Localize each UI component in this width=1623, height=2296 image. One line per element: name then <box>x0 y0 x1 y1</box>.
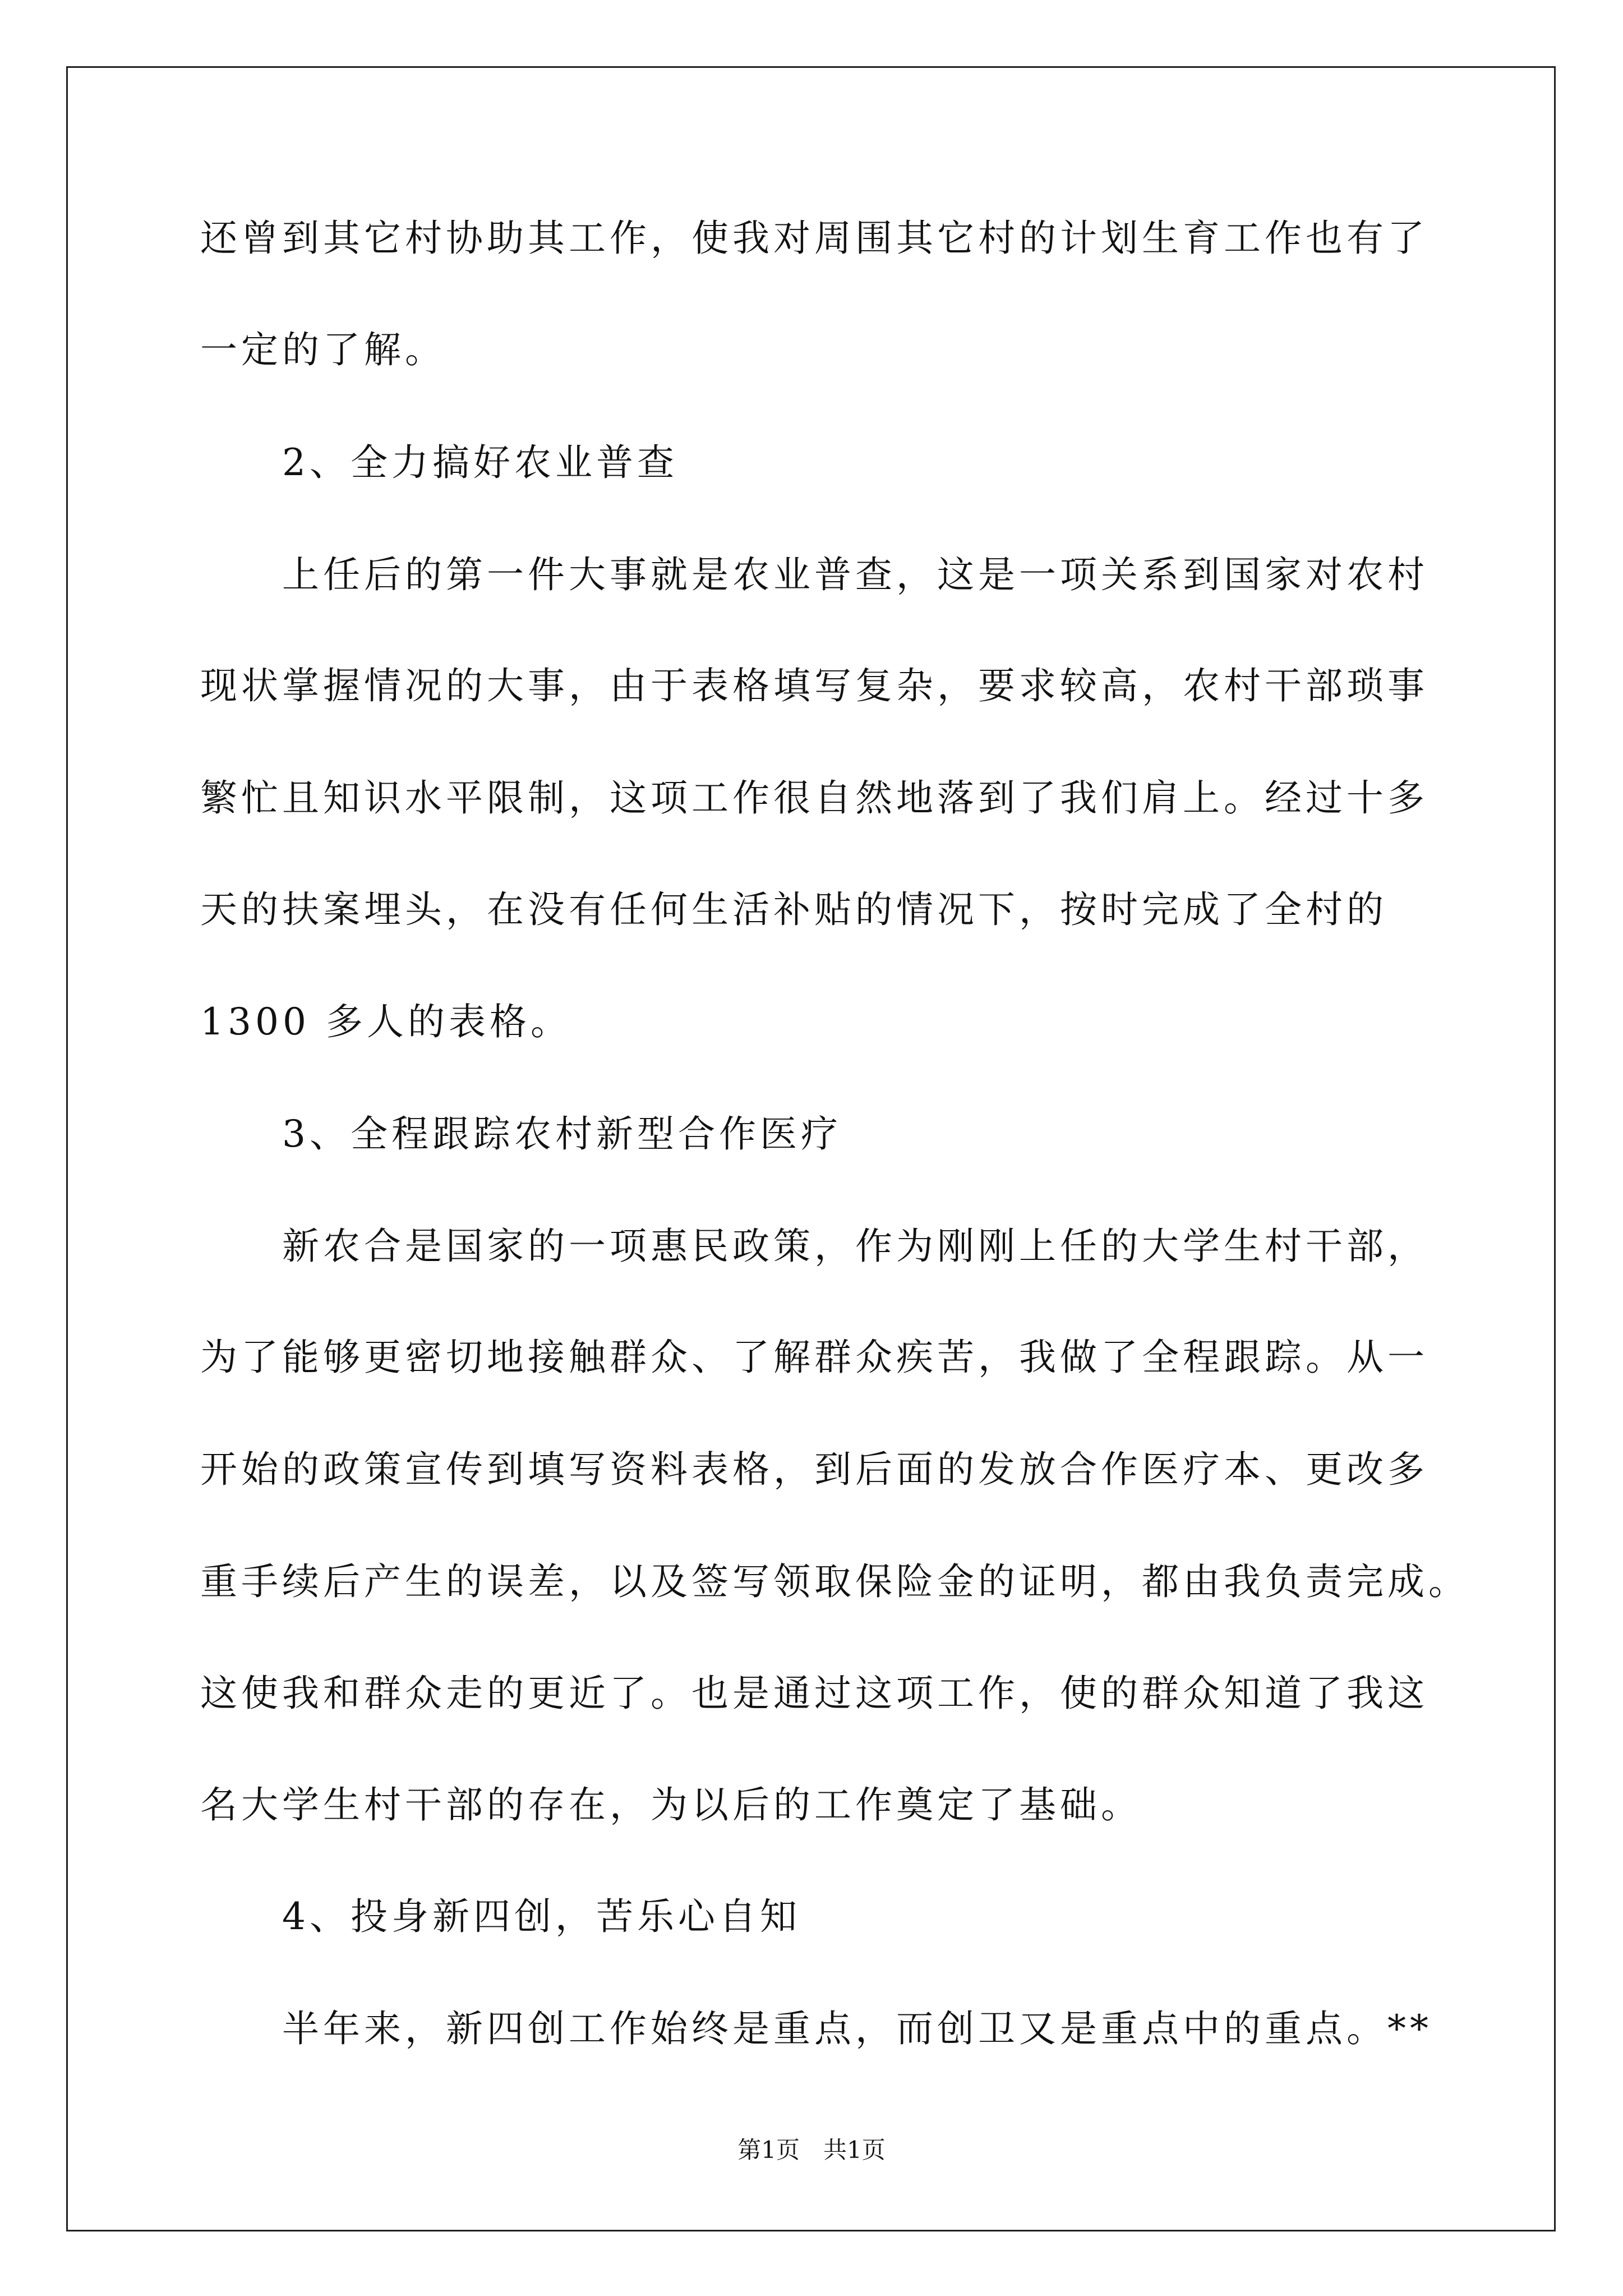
text-line: 繁忙且知识水平限制，这项工作很自然地落到了我们肩上。经过十多 <box>200 776 1428 820</box>
text-line: 名大学生村干部的存在，为以后的工作奠定了基础。 <box>200 1783 1142 1826</box>
text-line: 半年来，新四创工作始终是重点，而创卫又是重点中的重点。** <box>200 2007 1432 2050</box>
page-footer: 第1页 共1页 <box>737 2136 886 2164</box>
text-line: 重手续后产生的误差，以及签写领取保险金的证明，都由我负责完成。 <box>200 1560 1469 1603</box>
text-line: 还曾到其它村协助其工作，使我对周围其它村的计划生育工作也有了 <box>200 217 1428 260</box>
section-heading: 3、全程跟踪农村新型合作医疗 <box>200 1112 842 1156</box>
section-heading: 2、全力搞好农业普查 <box>200 441 678 484</box>
text-line: 这使我和群众走的更近了。也是通过这项工作，使的群众知道了我这 <box>200 1672 1428 1715</box>
text-line: 开始的政策宣传到填写资料表格，到后面的发放合作医疗本、更改多 <box>200 1448 1428 1491</box>
text-line: 一定的了解。 <box>200 328 446 371</box>
text-line: 新农合是国家的一项惠民政策，作为刚刚上任的大学生村干部， <box>200 1225 1428 1268</box>
text-line: 天的扶案埋头，在没有任何生活补贴的情况下，按时完成了全村的 <box>200 888 1387 931</box>
text-line: 1300 多人的表格。 <box>200 1000 571 1043</box>
text-line: 为了能够更密切地接触群众、了解群众疾苦，我做了全程跟踪。从一 <box>200 1336 1428 1379</box>
text-line: 上任后的第一件大事就是农业普查，这是一项关系到国家对农村 <box>200 553 1428 596</box>
text-line: 现状掌握情况的大事，由于表格填写复杂，要求较高，农村干部琐事 <box>200 664 1428 707</box>
section-heading: 4、投身新四创，苦乐心自知 <box>200 1895 801 1938</box>
